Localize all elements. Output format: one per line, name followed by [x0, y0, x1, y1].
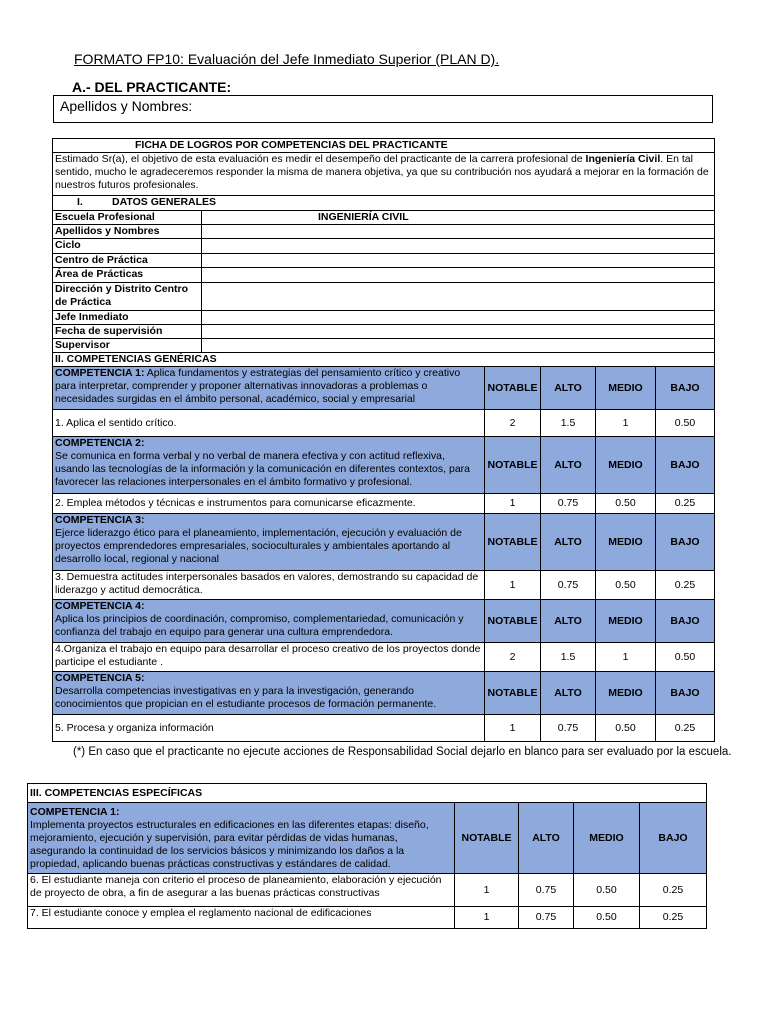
score-medio[interactable]: 0.50	[596, 571, 656, 600]
criterion-item: 4.Organiza el trabajo en equipo para desarrollar el proceso creativo de los proyectos donde participe el estudiante .	[53, 643, 485, 672]
level-alto: ALTO	[541, 437, 596, 494]
score-bajo[interactable]: 0.25	[640, 907, 707, 929]
field-label: Ciclo	[53, 239, 202, 254]
field-value[interactable]: INGENIERÍA CIVIL	[202, 211, 715, 225]
score-notable[interactable]: 1	[485, 715, 541, 742]
score-notable[interactable]: 1	[485, 571, 541, 600]
level-bajo: BAJO	[640, 803, 707, 874]
name-label: Apellidos y Nombres:	[60, 98, 193, 114]
level-medio: MEDIO	[596, 600, 656, 643]
competencia-description: COMPETENCIA 2: Se comunica en forma verbal y no verbal de manera efectiva y con actitud reflexiva, usando las tecnologías de la información y la comunicación en diferentes contextos, para favorecer las relaciones interpersonales en el ámbito formativo y profesional.	[53, 437, 485, 494]
ficha-table	[52, 138, 715, 742]
field-value[interactable]	[202, 283, 715, 311]
competencia-description: COMPETENCIA 4: Aplica los principios de coordinación, compromiso, complementariedad, comunicación y confianza del trabajo en equipo para generar una cultura emprendedora.	[53, 600, 485, 643]
field-value[interactable]	[202, 339, 715, 353]
score-medio[interactable]: 1	[596, 410, 656, 437]
criterion-item: 2. Emplea métodos y técnicas e instrumentos para comunicarse eficazmente.	[53, 494, 485, 514]
field-label: Escuela Profesional	[53, 211, 202, 225]
level-bajo: BAJO	[656, 367, 715, 410]
score-bajo[interactable]: 0.25	[656, 715, 715, 742]
level-medio: MEDIO	[596, 672, 656, 715]
score-notable[interactable]: 1	[455, 874, 519, 907]
level-alto: ALTO	[541, 672, 596, 715]
field-label: Fecha de supervisión	[53, 325, 202, 339]
criterion-item: 5. Procesa y organiza información	[53, 715, 485, 742]
field-label: Apellidos y Nombres	[53, 225, 202, 239]
field-label: Área de Prácticas	[53, 268, 202, 283]
score-notable[interactable]: 2	[485, 410, 541, 437]
competencia-description: COMPETENCIA 1: Aplica fundamentos y estrategias del pensamiento crítico y creativo para interpretar, comprender y proponer alternativas innovadoras a problemas o necesidades surgidas en el ámbito personal, académico, social y empresarial	[53, 367, 485, 410]
field-label: Supervisor	[53, 339, 202, 353]
score-notable[interactable]: 1	[455, 907, 519, 929]
level-bajo: BAJO	[656, 600, 715, 643]
level-notable: NOTABLE	[455, 803, 519, 874]
competencia-description: COMPETENCIA 5: Desarrolla competencias investigativas en y para la investigación, generando conocimientos que propician en el estudiante procesos de formación permanente.	[53, 672, 485, 715]
field-label: Dirección y Distrito Centro de Práctica	[53, 283, 202, 311]
level-notable: NOTABLE	[485, 514, 541, 571]
criterion-item: 3. Demuestra actitudes interpersonales basados en valores, demostrando su capacidad de liderazgo y actitud democrática.	[53, 571, 485, 600]
score-bajo[interactable]: 0.25	[656, 494, 715, 514]
score-notable[interactable]: 2	[485, 643, 541, 672]
level-notable: NOTABLE	[485, 600, 541, 643]
criterion-item: 1. Aplica el sentido crítico.	[53, 410, 485, 437]
section-a-heading: A.- DEL PRACTICANTE:	[72, 79, 232, 95]
criterion-item: 7. El estudiante conoce y emplea el reglamento nacional de edificaciones	[28, 907, 455, 929]
competencias-genericas-heading: II. COMPETENCIAS GENÉRICAS	[53, 353, 715, 367]
level-bajo: BAJO	[656, 672, 715, 715]
field-label: Centro de Práctica	[53, 254, 202, 268]
score-alto[interactable]: 0.75	[519, 907, 574, 929]
especificas-table	[27, 783, 707, 929]
field-label: Jefe Inmediato	[53, 311, 202, 325]
datos-generales-heading: I. DATOS GENERALES	[53, 196, 715, 211]
score-bajo[interactable]: 0.25	[640, 874, 707, 907]
score-bajo[interactable]: 0.50	[656, 643, 715, 672]
document-title: FORMATO FP10: Evaluación del Jefe Inmediato Superior (PLAN D).	[74, 51, 500, 67]
ficha-title: FICHA DE LOGROS POR COMPETENCIAS DEL PRACTICANTE	[53, 139, 715, 153]
field-value[interactable]	[202, 254, 715, 268]
level-notable: NOTABLE	[485, 672, 541, 715]
score-medio[interactable]: 1	[596, 643, 656, 672]
level-alto: ALTO	[541, 367, 596, 410]
level-medio: MEDIO	[574, 803, 640, 874]
name-field[interactable]	[53, 95, 713, 123]
field-value[interactable]	[202, 225, 715, 239]
field-value[interactable]	[202, 311, 715, 325]
level-alto: ALTO	[541, 514, 596, 571]
score-alto[interactable]: 0.75	[541, 715, 596, 742]
score-alto[interactable]: 0.75	[519, 874, 574, 907]
level-medio: MEDIO	[596, 437, 656, 494]
field-value[interactable]	[202, 325, 715, 339]
ficha-intro: Estimado Sr(a), el objetivo de esta evaluación es medir el desempeño del practicante de la carrera profesional de Ingeniería Civil. En tal sentido, mucho le agradeceremos responder la misma de manera objetiva, ya que su contribución nos ayudará a mejorar en la formación de nuestros futuros profesionales.	[53, 153, 715, 196]
social-responsibility-note: (*) En caso que el practicante no ejecute acciones de Responsabilidad Social dejarlo en blanco para ser evaluado por la escuela.	[73, 746, 732, 758]
criterion-item: 6. El estudiante maneja con criterio el proceso de planeamiento, elaboración y ejecución de proyecto de obra, a fin de asegurar a las buenas prácticas constructivas	[28, 874, 455, 907]
field-value[interactable]	[202, 239, 715, 254]
score-notable[interactable]: 1	[485, 494, 541, 514]
level-alto: ALTO	[519, 803, 574, 874]
competencia-description: COMPETENCIA 1: Implementa proyectos estructurales en edificaciones en las diferentes etapas: diseño, mejoramiento, ejecución y supervisión, para evitar pérdidas de vidas humanas, asegurando la continuidad de los servicios básicos y minimizando los daños a la propiedad, aplicando buenas prácticas constructivas y estándares de calidad.	[28, 803, 455, 874]
competencias-especificas-heading: III. COMPETENCIAS ESPECÍFICAS	[28, 784, 707, 803]
score-medio[interactable]: 0.50	[596, 494, 656, 514]
level-medio: MEDIO	[596, 367, 656, 410]
score-medio[interactable]: 0.50	[596, 715, 656, 742]
level-alto: ALTO	[541, 600, 596, 643]
level-medio: MEDIO	[596, 514, 656, 571]
level-notable: NOTABLE	[485, 437, 541, 494]
score-medio[interactable]: 0.50	[574, 874, 640, 907]
score-alto[interactable]: 0.75	[541, 494, 596, 514]
level-bajo: BAJO	[656, 514, 715, 571]
level-notable: NOTABLE	[485, 367, 541, 410]
level-bajo: BAJO	[656, 437, 715, 494]
score-alto[interactable]: 1.5	[541, 410, 596, 437]
score-bajo[interactable]: 0.50	[656, 410, 715, 437]
field-value[interactable]	[202, 268, 715, 283]
score-alto[interactable]: 0.75	[541, 571, 596, 600]
score-medio[interactable]: 0.50	[574, 907, 640, 929]
score-alto[interactable]: 1.5	[541, 643, 596, 672]
competencia-description: COMPETENCIA 3: Ejerce liderazgo ético para el planeamiento, implementación, ejecución y evaluación de proyectos emprendedores empresariales, socioculturales y ambientales aportando al desarrollo local, regional y nacional	[53, 514, 485, 571]
score-bajo[interactable]: 0.25	[656, 571, 715, 600]
